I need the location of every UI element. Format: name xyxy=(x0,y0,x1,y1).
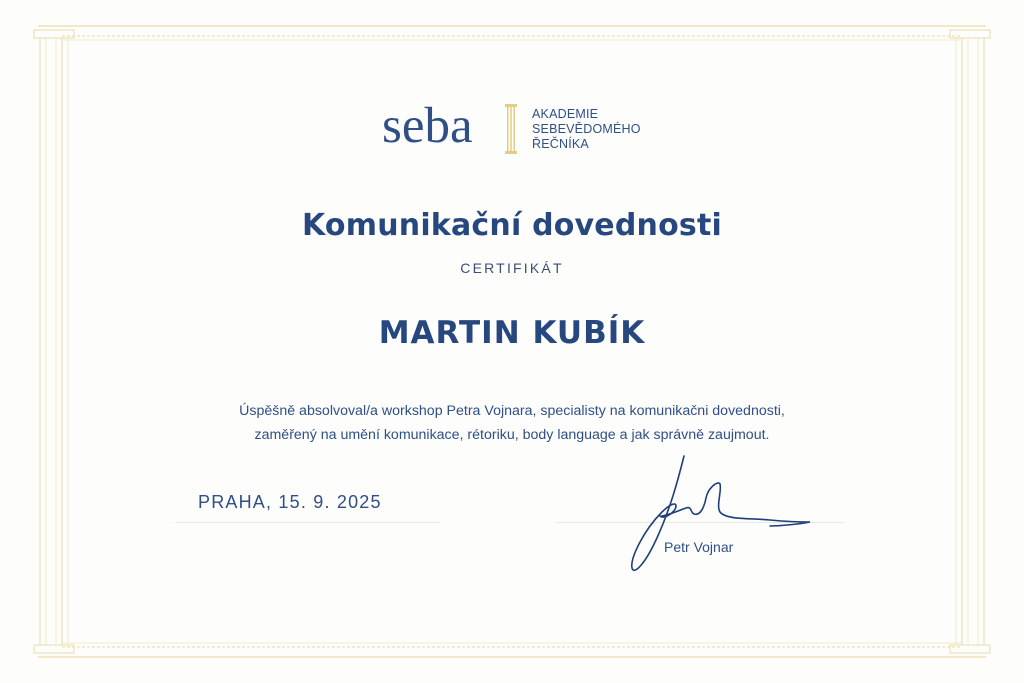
certificate-title: Komunikační dovednosti xyxy=(302,208,722,243)
academy-logo xyxy=(382,98,682,156)
logo-tagline-line: SEBEVĚDOMÉHO xyxy=(532,122,641,136)
pillar-icon xyxy=(505,104,517,154)
logo-tagline-line: ŘEČNÍKA xyxy=(532,137,589,151)
logo-tagline-line: AKADEMIE xyxy=(532,107,599,121)
handwritten-signature xyxy=(620,450,820,580)
date-underline xyxy=(175,522,440,523)
logo-tagline xyxy=(532,107,641,152)
recipient-name: MARTIN KUBÍK xyxy=(378,315,646,351)
signer-name: Petr Vojnar xyxy=(664,539,734,555)
logo-wordmark: seba xyxy=(382,98,473,154)
place-date: PRAHA, 15. 9. 2025 xyxy=(198,492,382,512)
certificate-subtitle: CERTIFIKÁT xyxy=(460,260,564,276)
description-line: zaměřený na umění komunikace, rétoriku, body language a jak správně zaujmout. xyxy=(254,427,770,443)
description-line: Úspěšně absolvoval/a workshop Petra Vojnara, specialisty na komunikačni dovednosti, xyxy=(239,403,785,419)
certificate-description xyxy=(0,399,1024,447)
